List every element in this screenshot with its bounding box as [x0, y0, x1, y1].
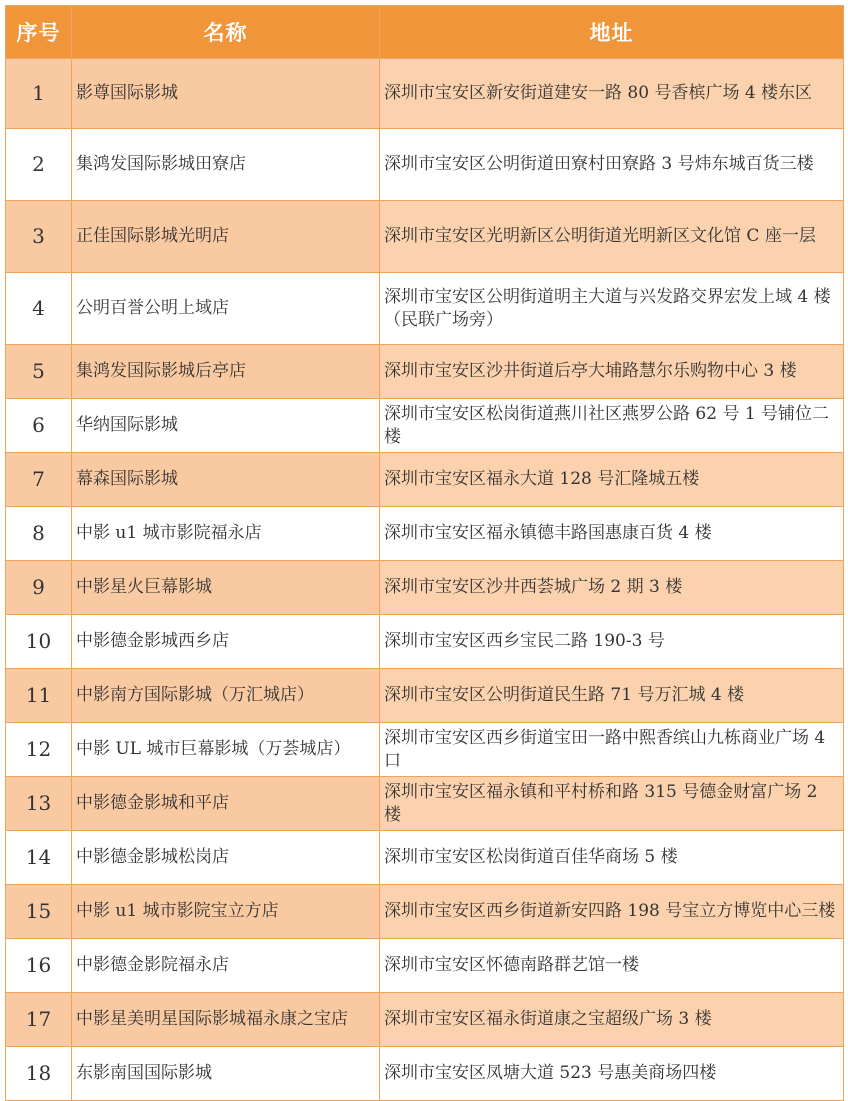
cinema-name: 中影星美明星国际影城福永康之宝店 [72, 993, 380, 1047]
header-row [6, 6, 844, 59]
cinema-name: 中影 UL 城市巨幕影城（万荟城店） [72, 723, 380, 777]
cinema-address: 深圳市宝安区新安街道建安一路 80 号香槟广场 4 楼东区 [380, 59, 844, 129]
cinema-name: 幕森国际影城 [72, 453, 380, 507]
cinema-address: 深圳市宝安区西乡街道新安四路 198 号宝立方博览中心三楼 [380, 885, 844, 939]
row-number: 1 [6, 59, 72, 129]
cinema-address: 深圳市宝安区沙井街道后亭大埔路慧尔乐购物中心 3 楼 [380, 345, 844, 399]
row-number: 18 [6, 1047, 72, 1101]
cinema-name: 公明百誉公明上域店 [72, 273, 380, 345]
row-number: 3 [6, 201, 72, 273]
table-row [6, 561, 844, 615]
table-row [6, 399, 844, 453]
row-number: 5 [6, 345, 72, 399]
cinema-name: 中影德金影城和平店 [72, 777, 380, 831]
cinema-name: 华纳国际影城 [72, 399, 380, 453]
cinema-address: 深圳市宝安区福永镇和平村桥和路 315 号德金财富广场 2 楼 [380, 777, 844, 831]
table-row [6, 939, 844, 993]
table-row [6, 669, 844, 723]
header-name: 名称 [72, 6, 380, 59]
row-number: 12 [6, 723, 72, 777]
table-row [6, 777, 844, 831]
row-number: 13 [6, 777, 72, 831]
row-number: 10 [6, 615, 72, 669]
row-number: 11 [6, 669, 72, 723]
cinema-name: 中影南方国际影城（万汇城店） [72, 669, 380, 723]
cinema-name: 东影南国国际影城 [72, 1047, 380, 1101]
row-number: 9 [6, 561, 72, 615]
cinema-name: 正佳国际影城光明店 [72, 201, 380, 273]
cinema-address: 深圳市宝安区福永街道康之宝超级广场 3 楼 [380, 993, 844, 1047]
table-row [6, 273, 844, 345]
cinema-name: 中影德金影院福永店 [72, 939, 380, 993]
cinema-address: 深圳市宝安区公明街道田寮村田寮路 3 号炜东城百货三楼 [380, 129, 844, 201]
table-row [6, 885, 844, 939]
cinema-address: 深圳市宝安区西乡街道宝田一路中熙香缤山九栋商业广场 4 口 [380, 723, 844, 777]
header-seq: 序号 [6, 6, 72, 59]
cinema-address: 深圳市宝安区福永镇德丰路国惠康百货 4 楼 [380, 507, 844, 561]
row-number: 7 [6, 453, 72, 507]
cinema-address: 深圳市宝安区沙井西荟城广场 2 期 3 楼 [380, 561, 844, 615]
cinema-address: 深圳市宝安区公明街道明主大道与兴发路交界宏发上域 4 楼（民联广场旁） [380, 273, 844, 345]
cinema-address: 深圳市宝安区松岗街道燕川社区燕罗公路 62 号 1 号铺位二楼 [380, 399, 844, 453]
cinema-name: 中影星火巨幕影城 [72, 561, 380, 615]
table-row [6, 507, 844, 561]
cinema-name: 中影 u1 城市影院福永店 [72, 507, 380, 561]
cinema-name: 中影 u1 城市影院宝立方店 [72, 885, 380, 939]
cinema-address: 深圳市宝安区福永大道 128 号汇隆城五楼 [380, 453, 844, 507]
row-number: 15 [6, 885, 72, 939]
cinema-table [5, 5, 844, 1101]
cinema-address: 深圳市宝安区公明街道民生路 71 号万汇城 4 楼 [380, 669, 844, 723]
table-row [6, 129, 844, 201]
cinema-name: 中影德金影城松岗店 [72, 831, 380, 885]
cinema-address: 深圳市宝安区凤塘大道 523 号惠美商场四楼 [380, 1047, 844, 1101]
row-number: 17 [6, 993, 72, 1047]
row-number: 4 [6, 273, 72, 345]
table-row [6, 453, 844, 507]
table-row [6, 615, 844, 669]
header-address: 地址 [380, 6, 844, 59]
cinema-name: 集鸿发国际影城田寮店 [72, 129, 380, 201]
row-number: 16 [6, 939, 72, 993]
table-row [6, 59, 844, 129]
cinema-address: 深圳市宝安区西乡宝民二路 190-3 号 [380, 615, 844, 669]
table-row [6, 345, 844, 399]
table-row [6, 993, 844, 1047]
cinema-address: 深圳市宝安区松岗街道百佳华商场 5 楼 [380, 831, 844, 885]
table-row [6, 201, 844, 273]
row-number: 14 [6, 831, 72, 885]
table-row [6, 1047, 844, 1101]
table-row [6, 723, 844, 777]
row-number: 6 [6, 399, 72, 453]
cinema-address: 深圳市宝安区怀德南路群艺馆一楼 [380, 939, 844, 993]
cinema-name: 影尊国际影城 [72, 59, 380, 129]
row-number: 8 [6, 507, 72, 561]
cinema-name: 集鸿发国际影城后亭店 [72, 345, 380, 399]
table-row [6, 831, 844, 885]
cinema-address: 深圳市宝安区光明新区公明街道光明新区文化馆 C 座一层 [380, 201, 844, 273]
cinema-name: 中影德金影城西乡店 [72, 615, 380, 669]
row-number: 2 [6, 129, 72, 201]
cinema-table-container [5, 5, 843, 1101]
